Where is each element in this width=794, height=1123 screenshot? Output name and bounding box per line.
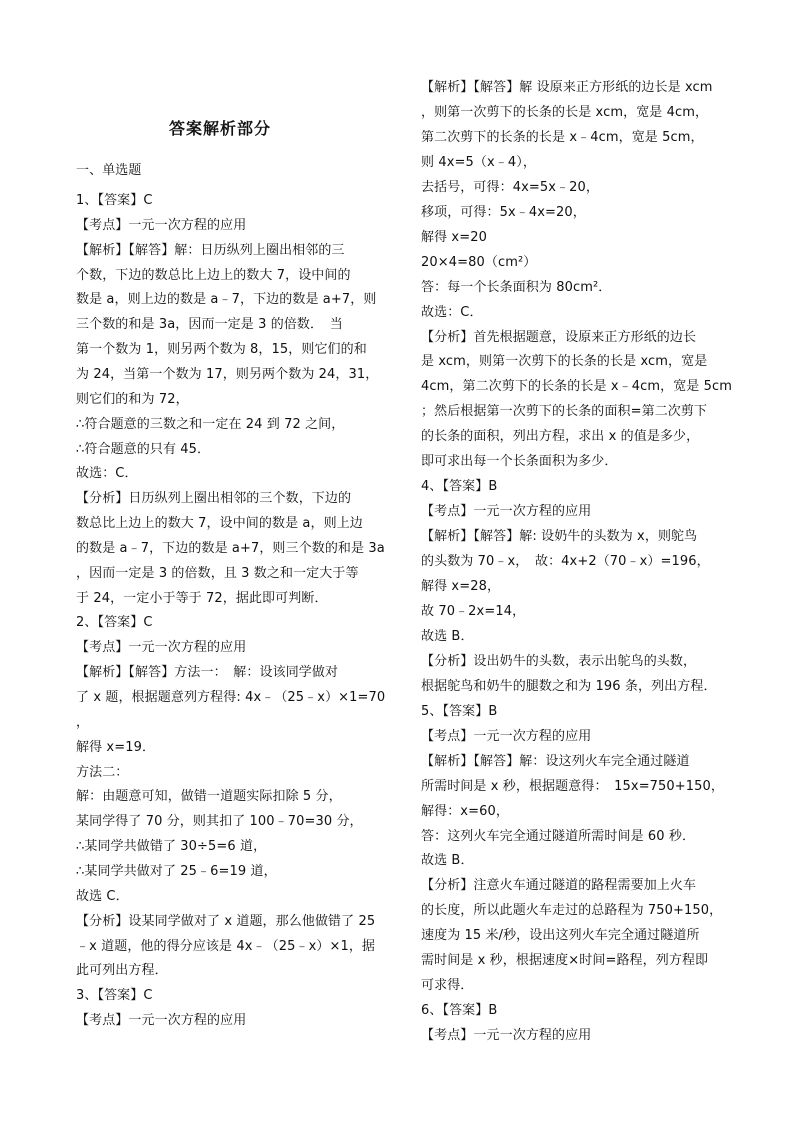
text-line: 【解析】【解答】解 设原来正方形纸的边长是 xcm [421, 80, 713, 95]
page-title: 答案解析部分 [169, 119, 272, 138]
text-line: 的头数为 70﹣x， 故：4x+2（70﹣x）=196， [421, 554, 710, 570]
text-line: 速度为 15 米/秒，设出这列火车完全通过隧道所 [421, 928, 700, 944]
text-line: 个数，下边的数总比上边上的数大 7，设中间的 [76, 267, 351, 283]
text-line: 去括号，可得：4x=5x﹣20， [421, 179, 599, 195]
text-line: 根据鸵鸟和奶牛的腿数之和为 196 条，列出方程． [421, 678, 717, 694]
text-line: 【分析】首先根据题意，设原来正方形纸的边长 [421, 329, 697, 345]
text-line: 解得 x=20 [421, 229, 487, 245]
text-line: 第一个数为 1，则另两个数为 8，15，则它们的和 [76, 342, 367, 358]
text-line: 【解析】【解答】方法一： 解：设该同学做对 [76, 665, 339, 681]
text-line: 的数是 a﹣7，下边的数是 a+7，则三个数的和是 3a [76, 540, 385, 556]
text-line: 方法二： [76, 764, 129, 780]
text-line: 【考点】一元一次方程的应用 [421, 728, 592, 744]
text-line: ﹣x 道题，他的得分应该是 4x﹣（25﹣x）×1，据 [76, 938, 376, 954]
text-line: ， [76, 714, 90, 730]
text-line: 答：每一个长条面积为 80cm²． [421, 279, 612, 295]
text-line: 此可列出方程． [76, 963, 168, 979]
text-line: 于 24，一定小于等于 72，据此即可判断． [76, 590, 328, 606]
text-line: 4cm，第二次剪下的长条的长是 x﹣4cm，宽是 5cm [421, 379, 733, 395]
text-line: 【考点】一元一次方程的应用 [76, 1013, 247, 1029]
text-line: 2、【答案】C [76, 615, 153, 631]
text-line: 故选：C． [76, 466, 138, 482]
text-line: 【解析】【解答】解: 设奶牛的头数为 x，则鸵鸟 [421, 529, 698, 545]
text-line: 6、【答案】B [421, 1003, 498, 1019]
text-line: ，因而一定是 3 的倍数，且 3 数之和一定大于等 [76, 565, 359, 581]
text-line: 故选 B． [421, 628, 474, 644]
text-line: 【考点】一元一次方程的应用 [76, 217, 247, 233]
text-line: ，则第一次剪下的长条的长是 xcm，宽是 4cm， [421, 104, 709, 120]
text-line: 5、【答案】B [421, 703, 498, 719]
text-line: 则它们的和为 72， [76, 391, 189, 407]
text-line: 故选 B． [421, 853, 474, 869]
text-line: 移项，可得：5x﹣4x=20， [421, 204, 586, 220]
text-line: 某同学得了 70 分，则其扣了 100﹣70=30 分， [76, 814, 363, 830]
text-line: ∴符合题意的三数之和一定在 24 到 72 之间， [76, 416, 345, 432]
text-line: 即可求出每一个长条面积为多少． [421, 454, 618, 470]
text-line: 故选：C． [421, 304, 483, 320]
text-line: ；然后根据第一次剪下的长条的面积=第二次剪下 [421, 404, 708, 420]
text-line: 【分析】日历纵列上圈出相邻的三个数，下边的 [76, 491, 352, 507]
text-line: 三个数的和是 3a，因而一定是 3 的倍数． 当 [76, 317, 343, 333]
text-line: 20×4=80（cm²） [421, 254, 537, 270]
section-heading: 一、单选题 [76, 163, 142, 178]
text-line: 【考点】一元一次方程的应用 [421, 1028, 592, 1044]
text-line: 【分析】设出奶牛的头数，表示出鸵鸟的头数， [421, 653, 697, 669]
text-line: ∴某同学共做对了 25﹣6=19 道， [76, 863, 277, 879]
text-line: 答：这列火车完全通过隧道所需时间是 60 秒． [421, 828, 696, 844]
text-line: 可求得． [421, 978, 474, 994]
text-line: 的长条的面积，列出方程，求出 x 的值是多少， [421, 429, 700, 445]
text-line: 【解析】【解答】解：日历纵列上圈出相邻的三 [76, 242, 345, 258]
text-line: 【分析】注意火车通过隧道的路程需要加上火车 [421, 878, 697, 894]
text-line: 数是 a，则上边的数是 a﹣7，下边的数是 a+7，则 [76, 292, 377, 308]
text-line: ∴符合题意的只有 45． [76, 441, 211, 457]
text-line: 为 24，当第一个数为 17，则另两个数为 24，31， [76, 366, 379, 382]
text-line: 的长度，所以此题火车走过的总路程为 750+150， [421, 903, 723, 919]
text-line: 1、【答案】C [76, 193, 153, 208]
text-line: 解得 x=19． [76, 739, 156, 755]
text-line: 【解析】【解答】解：设这列火车完全通过隧道 [421, 753, 690, 769]
text-line: 解得：x=60， [421, 803, 509, 819]
text-line: 4、【答案】B [421, 479, 498, 495]
text-line: 第二次剪下的长条的长是 x﹣4cm，宽是 5cm， [421, 129, 704, 145]
text-line: 【考点】一元一次方程的应用 [76, 640, 247, 656]
text-line: 解：由题意可知，做错一道题实际扣除 5 分， [76, 789, 342, 805]
text-line: 【分析】设某同学做对了 x 道题，那么他做错了 25 [76, 913, 376, 929]
text-line: 【考点】一元一次方程的应用 [421, 504, 592, 520]
text-line: 需时间是 x 秒，根据速度×时间=路程，列方程即 [421, 953, 709, 969]
text-line: 所需时间是 x 秒，根据题意得： 15x=750+150， [421, 778, 725, 794]
text-line: 故选 C． [76, 888, 129, 904]
text-line: 3、【答案】C [76, 988, 153, 1004]
text-line: 是 xcm，则第一次剪下的长条的长是 xcm，宽是 [421, 354, 708, 370]
text-line: 则 4x=5（x﹣4）， [421, 154, 536, 170]
text-line: 了 x 题，根据题意列方程得: 4x﹣（25﹣x）×1=70 [76, 690, 386, 705]
text-line: 数总比上边上的数大 7，设中间的数是 a，则上边 [76, 516, 363, 532]
text-line: 故 70﹣2x=14， [421, 603, 526, 619]
text-line: 解得 x=28， [421, 579, 501, 594]
text-line: ∴某同学共做错了 30÷5=6 道， [76, 839, 267, 855]
